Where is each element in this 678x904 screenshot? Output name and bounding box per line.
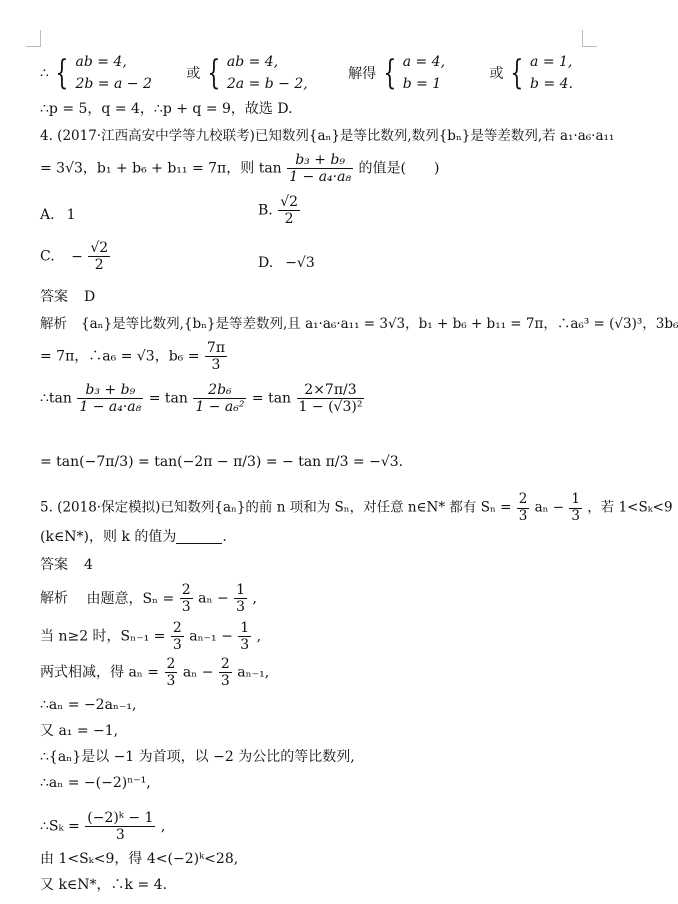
top-conclusion: ∴p = 5，q = 4，∴p + q = 9，故选 D. bbox=[40, 101, 293, 117]
q5-step-10: 又 k∈N*，∴k = 4. bbox=[40, 877, 168, 893]
step1-frac-2: $\frac{1}{3}$ bbox=[236, 582, 246, 616]
step3-frac-2: $\frac{2}{3}$ bbox=[220, 656, 230, 690]
brace: { bbox=[510, 53, 524, 94]
tan-fraction-2: $\frac{\text{2b₆}}{\text{1 − a₆²}}$ bbox=[195, 382, 245, 416]
step2-frac-2: $\frac{1}{3}$ bbox=[240, 620, 250, 654]
brace: { bbox=[382, 53, 396, 94]
q4-answer: 答案 D bbox=[40, 289, 96, 305]
q4-analysis-line-2: = 7π，∴a₆ = √3，b₆ = $\frac{7\pi}{3}$ bbox=[40, 340, 226, 374]
q5-step-1: 解析 由题意，Sₙ = $\frac{2}{3}$ aₙ − $\frac{1}{3}$ , bbox=[40, 582, 257, 616]
equation-systems-row bbox=[40, 52, 573, 95]
q5-step-5: 又 a₁ = −1, bbox=[40, 723, 119, 739]
q4-option-d: D. −√3 bbox=[258, 255, 315, 271]
q5-frac-1: $\frac{2}{3}$ bbox=[518, 491, 528, 524]
q4-tan-derivation: ∴tan $\frac{\text{b₃ + b₉}}{\text{1 − a₄·a₈}}$ = tan $\frac{\text{2b₆}}{\text{1 − a₆²}}$ = tan $\frac{2\times 7\pi/3}{\text{1 − (√3)²}}$ bbox=[40, 382, 363, 416]
q4-b6-fraction: $\frac{7\pi}{3}$ bbox=[206, 340, 226, 374]
sk-fraction: $\frac{\text{(−2)ᵏ − 1}}{3}$ bbox=[87, 810, 154, 844]
q4-option-b: B. $\frac{√2}{2}$ bbox=[258, 194, 299, 228]
q4-final-line: = tan(−7π/3) = tan(−2π − π/3) = − tan π/3 = −√3. bbox=[40, 454, 404, 470]
step3-frac-1: $\frac{2}{3}$ bbox=[166, 656, 176, 690]
q4-heading: 4. (2017·江西高安中学等九校联考)已知数列{aₙ}是等比数列,数列{bₙ}是等差数列,若 a₁·a₆·a₁₁ bbox=[40, 128, 615, 144]
step2-frac-1: $\frac{2}{3}$ bbox=[172, 620, 182, 654]
q4-option-c-fraction: $\frac{√2}{2}$ bbox=[90, 240, 109, 274]
corner-mark-right bbox=[582, 30, 597, 47]
brace: { bbox=[55, 53, 69, 94]
corner-mark-left bbox=[26, 30, 41, 47]
q5-line-2: (k∈N*)，则 k 的值为 . bbox=[40, 529, 227, 545]
system-2: ab = 4, 2a = b − 2, bbox=[226, 54, 308, 92]
q5-step-6: ∴{aₙ}是以 −1 为首项，以 −2 为公比的等比数列, bbox=[40, 749, 355, 765]
q4-condition: = 3√3，b₁ + b₆ + b₁₁ = 7π，则 tan $\frac{\text{b₃ + b₉}}{\text{1 − a₄·a₈}}$ 的值是( ) bbox=[40, 152, 440, 186]
q5-step-9: 由 1<Sₖ<9，得 4<(−2)ᵏ<28, bbox=[40, 851, 239, 867]
therefore-symbol: ∴ bbox=[40, 65, 49, 82]
q5-step-2: 当 n≥2 时，Sₙ₋₁ = $\frac{2}{3}$ aₙ₋₁ − $\frac{1}{3}$ , bbox=[40, 620, 262, 654]
or-text: 或 bbox=[489, 65, 504, 82]
system-4: a = 1, b = 4. bbox=[530, 54, 573, 92]
q5-frac-2: $\frac{1}{3}$ bbox=[571, 491, 580, 524]
brace: { bbox=[207, 53, 221, 94]
q4-analysis-line-1: 解析 {aₙ}是等比数列,{bₙ}是等差数列,且 a₁·a₆·a₁₁ = 3√3，b₁ + b₆ + b₁₁ = 7π，∴a₆³ = (√3)³，3b₆ bbox=[40, 316, 678, 332]
q5-step-8: ∴Sₖ = $\frac{\text{(−2)ᵏ − 1}}{3}$ , bbox=[40, 810, 166, 844]
tan-fraction-1: $\frac{\text{b₃ + b₉}}{\text{1 − a₄·a₈}}$ bbox=[79, 382, 142, 416]
q5-answer: 答案 4 bbox=[40, 557, 93, 573]
q5-step-3: 两式相减，得 aₙ = $\frac{2}{3}$ aₙ − $\frac{2}{3}$ aₙ₋₁, bbox=[40, 656, 270, 690]
q4-option-c: C. − $\frac{√2}{2}$ bbox=[40, 240, 109, 274]
solve-text: 解得 bbox=[348, 65, 377, 82]
system-3: a = 4, b = 1 bbox=[402, 54, 446, 92]
step1-frac-1: $\frac{2}{3}$ bbox=[181, 582, 191, 616]
tan-fraction-3: $\frac{2\times 7\pi/3}{\text{1 − (√3)²}}$ bbox=[298, 382, 363, 416]
or-text: 或 bbox=[186, 65, 201, 82]
system-1: ab = 4, 2b = a − 2 bbox=[75, 54, 152, 92]
q4-tan-fraction: $\frac{\text{b₃ + b₉}}{\text{1 − a₄·a₈}}$ bbox=[289, 152, 352, 186]
answer-blank bbox=[176, 531, 222, 544]
q4-option-a: A. 1 bbox=[40, 207, 76, 223]
q5-step-4: ∴aₙ = −2aₙ₋₁, bbox=[40, 697, 137, 713]
q5-heading: 5. (2018·保定模拟)已知数列{aₙ}的前 n 项和为 Sₙ，对任意 n∈N* 都有 Sₙ = $\frac{2}{3}$ aₙ − $\frac{1}{3}$ ，若 1<Sₖ<9 bbox=[40, 491, 673, 524]
q4-option-b-fraction: $\frac{√2}{2}$ bbox=[280, 194, 299, 228]
q5-step-7: ∴aₙ = −(−2)ⁿ⁻¹, bbox=[40, 775, 151, 791]
